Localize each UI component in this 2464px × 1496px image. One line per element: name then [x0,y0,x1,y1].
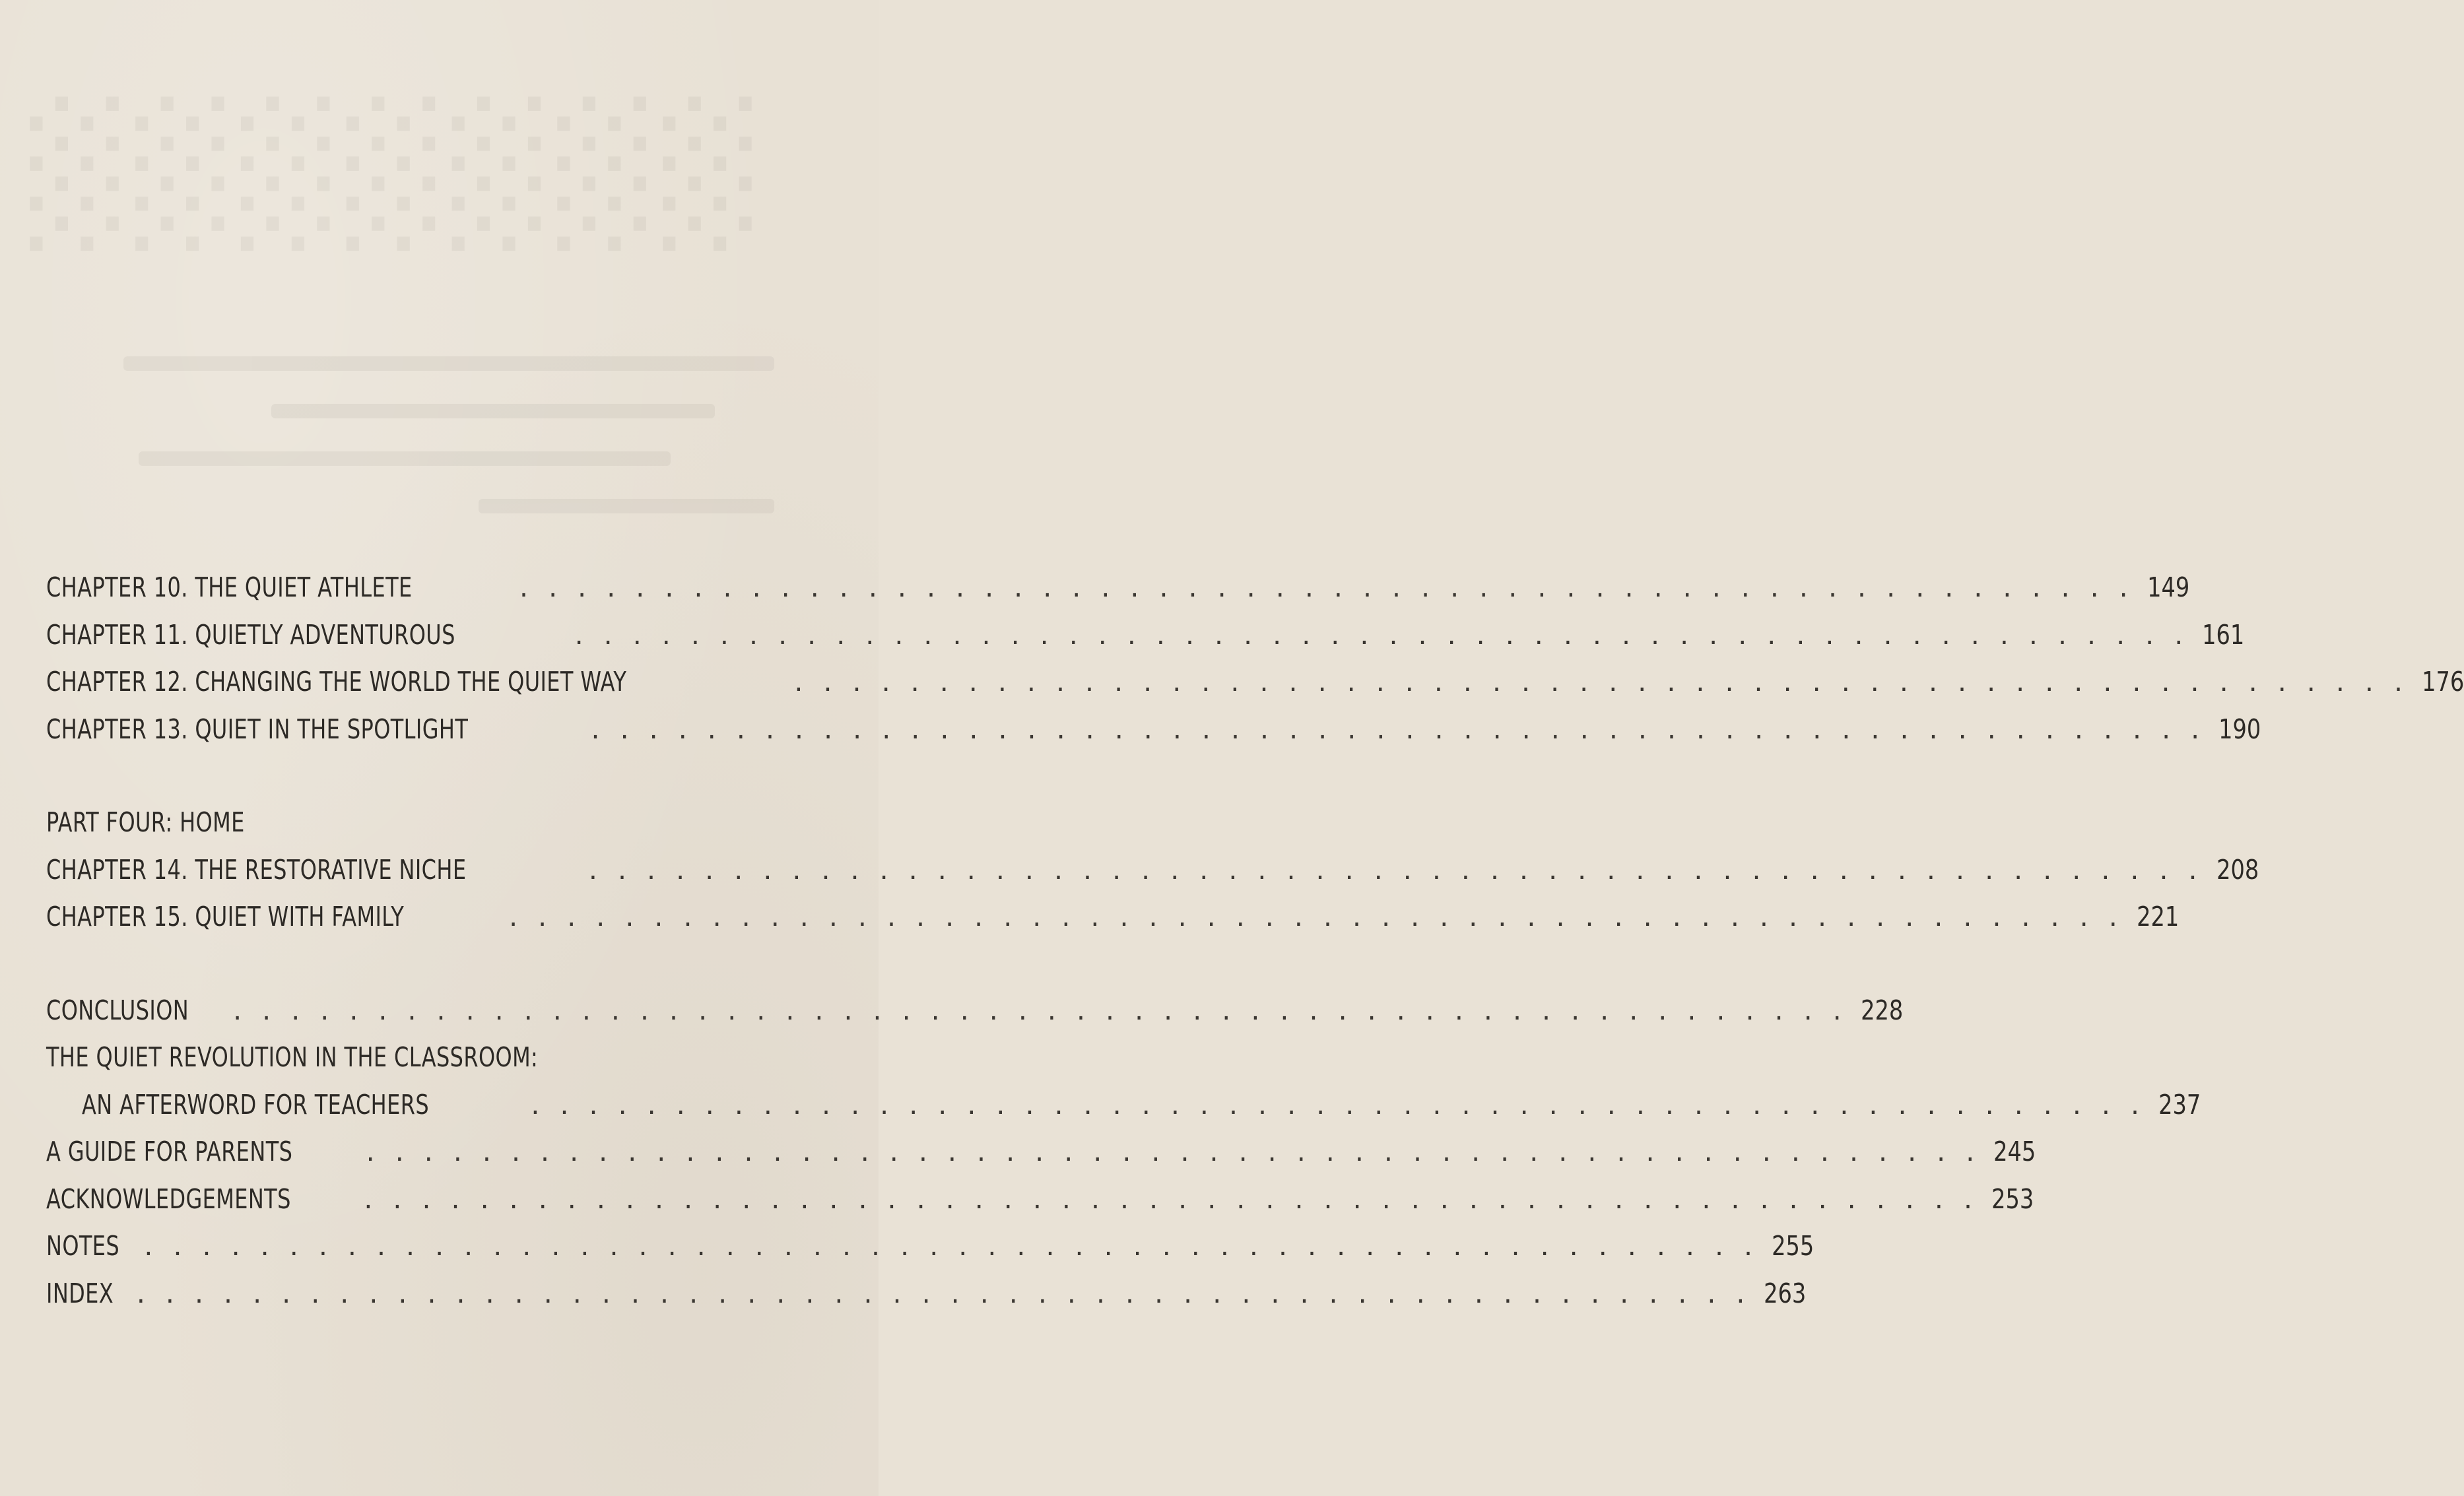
toc-entry-label: NOTES [46,1230,120,1262]
toc-page-number: 255 [1772,1230,1815,1262]
leader-dots: . . . . . . . . . . . . . . . . . . . . . . . . . . . . . . . . . . . . . . . . . . . . . . . . . . . . . . . . [588,853,2203,886]
bleed-through-lines [79,356,818,546]
toc-page-number: 208 [2216,853,2259,886]
leader-dots: . . . . . . . . . . . . . . . . . . . . . . . . . . . . . . . . . . . . . . . . . . . . . . . . . . . . . . . . [364,1183,1978,1215]
toc-entry-conclusion[interactable] [46,987,1903,1035]
toc-entry-chapter-10[interactable] [46,564,2189,612]
table-of-contents [46,564,2464,1317]
toc-entry-notes[interactable] [46,1223,1815,1270]
toc-entry-label: THE QUIET REVOLUTION IN THE CLASSROOM: [46,1041,539,1073]
leader-dots: . . . . . . . . . . . . . . . . . . . . . . . . . . . . . . . . . . . . . . . . . . . . . . . . . . . . . . . . [233,994,1848,1026]
toc-entry-chapter-14[interactable] [46,847,2259,894]
leader-dots: . . . . . . . . . . . . . . . . . . . . . . . . . . . . . . . . . . . . . . . . . . . . . . . . . . . . . . . . [574,618,2189,651]
toc-entry-chapter-11[interactable] [46,612,2245,659]
toc-entry-label: CHAPTER 12. CHANGING THE WORLD THE QUIET WAY [46,666,627,698]
toc-page-number: 190 [2218,713,2261,745]
leader-dots: . . . . . . . . . . . . . . . . . . . . . . . . . . . . . . . . . . . . . . . . . . . . . . . . . . . . . . . . [519,571,2134,603]
leader-dots: . . . . . . . . . . . . . . . . . . . . . . . . . . . . . . . . . . . . . . . . . . . . . . . . . . . . . . . . [794,666,2409,698]
toc-entry-chapter-15[interactable] [46,894,2180,941]
toc-entry-label: CHAPTER 14. THE RESTORATIVE NICHE [46,853,467,886]
toc-entry-label: AN AFTERWORD FOR TEACHERS [82,1088,430,1121]
toc-page-number: 161 [2202,618,2245,651]
toc-entry-label: CHAPTER 13. QUIET IN THE SPOTLIGHT [46,713,469,745]
spacer [46,753,787,799]
leader-dots: . . . . . . . . . . . . . . . . . . . . . . . . . . . . . . . . . . . . . . . . . . . . . . . . . . . . . . . . [144,1230,1759,1262]
leader-dots: . . . . . . . . . . . . . . . . . . . . . . . . . . . . . . . . . . . . . . . . . . . . . . . . . . . . . . . . [531,1088,2146,1121]
toc-entry-label: CHAPTER 10. THE QUIET ATHLETE [46,571,413,603]
toc-entry-label: CONCLUSION [46,994,189,1026]
toc-entry-guide-for-parents[interactable] [46,1128,2036,1176]
toc-entry-afterword[interactable] [46,1082,2201,1129]
toc-entry-index[interactable] [46,1270,1807,1318]
toc-page-number: 263 [1764,1277,1807,1309]
toc-entry-label: CHAPTER 15. QUIET WITH FAMILY [46,901,405,932]
leader-dots: . . . . . . . . . . . . . . . . . . . . . . . . . . . . . . . . . . . . . . . . . . . . . . . . . . . . . . . . [509,901,2123,932]
toc-page-number: 245 [1993,1136,2036,1167]
part-heading [46,799,787,847]
leader-dots: . . . . . . . . . . . . . . . . . . . . . . . . . . . . . . . . . . . . . . . . . . . . . . . . . . . . . . . . [136,1277,1751,1309]
toc-page-number: 237 [2158,1088,2201,1121]
toc-entry-chapter-13[interactable] [46,706,2261,754]
toc-entry-label: A GUIDE FOR PARENTS [46,1136,293,1167]
toc-page-number: 149 [2147,571,2189,603]
toc-page-number: 253 [1991,1183,2034,1215]
leader-dots: . . . . . . . . . . . . . . . . . . . . . . . . . . . . . . . . . . . . . . . . . . . . . . . . . . . . . . . . [366,1136,1981,1167]
toc-entry-label: INDEX [46,1277,114,1309]
toc-entry-label: ACKNOWLEDGEMENTS [46,1183,291,1215]
toc-entry-afterword-title[interactable] [46,1034,787,1082]
toc-entry-chapter-12[interactable] [46,659,2464,706]
spacer [46,941,787,987]
toc-page-number: 228 [1860,994,1903,1026]
toc-page-number: 221 [2136,901,2180,932]
toc-entry-acknowledgements[interactable] [46,1176,2034,1223]
part-heading-label: PART FOUR: HOME [46,806,245,838]
bleed-through-title: ░░░░░░░ [13,96,752,251]
leader-dots: . . . . . . . . . . . . . . . . . . . . . . . . . . . . . . . . . . . . . . . . . . . . . . . . . . . . . . . . [591,713,2206,745]
toc-page-number: 176 [2422,666,2464,698]
toc-entry-label: CHAPTER 11. QUIETLY ADVENTUROUS [46,618,455,651]
